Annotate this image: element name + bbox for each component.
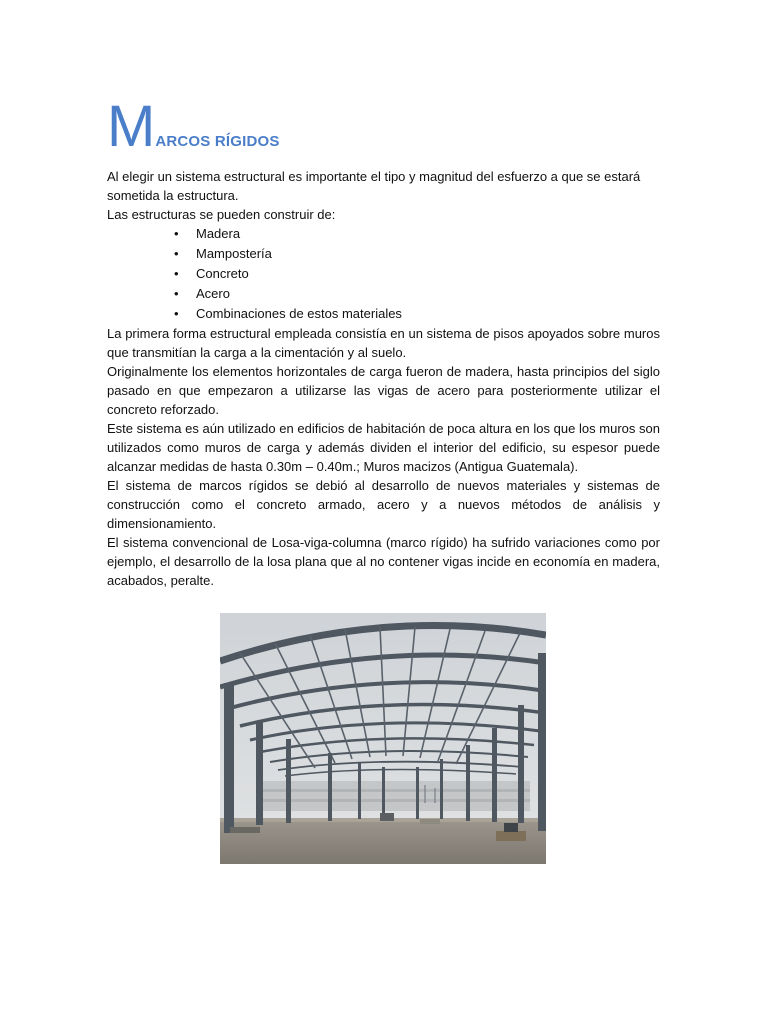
body-text <box>107 167 660 590</box>
bullet-icon: • <box>174 306 179 321</box>
list-item: • Acero <box>107 284 660 304</box>
list-item: • Mampostería <box>107 244 660 264</box>
bullet-icon: • <box>174 226 179 241</box>
paragraph-conventional-system: El sistema convencional de Losa-viga-columna (marco rígido) ha sufrido variaciones como por ejemplo, el desarrollo de la losa plana que al no contener vigas incide en economía en madera, acabados, peralte. <box>107 535 660 588</box>
bullet-icon: • <box>174 266 179 281</box>
materials-list <box>107 224 660 324</box>
paragraph-original-elements: Originalmente los elementos horizontales de carga fueron de madera, hasta principios del siglo pasado en que empezaron a utilizarse las vigas de acero para posteriormente utilizar el concreto reforzado. <box>107 364 660 417</box>
list-item: • Madera <box>107 224 660 244</box>
heading-drop-cap: M <box>107 94 155 159</box>
paragraph-system-usage: Este sistema es aún utilizado en edificios de habitación de poca altura en los que los muros son utilizados como muros de carga y además dividen el interior del edificio, su espesor puede alcanzar medidas de hasta 0.30m – 0.40m.; Muros macizos (Antigua Guatemala). <box>107 421 660 474</box>
bullet-icon: • <box>174 286 179 301</box>
list-item: • Concreto <box>107 264 660 284</box>
paragraph-materials-intro: Las estructuras se pueden construir de: <box>107 207 336 222</box>
section-heading <box>107 94 280 159</box>
paragraph-first-form: La primera forma estructural empleada consistía en un sistema de pisos apoyados sobre muros que transmitían la carga a la cimentación y al suelo. <box>107 326 660 360</box>
paragraph-rigid-frames: El sistema de marcos rígidos se debió al desarrollo de nuevos materiales y sistemas de construcción como el concreto armado, acero y a nuevos métodos de análisis y dimensionamiento. <box>107 478 660 531</box>
heading-text: ARCOS RÍGIDOS <box>155 133 280 150</box>
paragraph-intro: Al elegir un sistema estructural es importante el tipo y magnitud del esfuerzo a que se estará sometida la estructura. <box>107 169 641 203</box>
steel-frame-photo <box>220 613 546 864</box>
bullet-icon: • <box>174 246 179 261</box>
list-item: • Combinaciones de estos materiales <box>107 304 660 324</box>
